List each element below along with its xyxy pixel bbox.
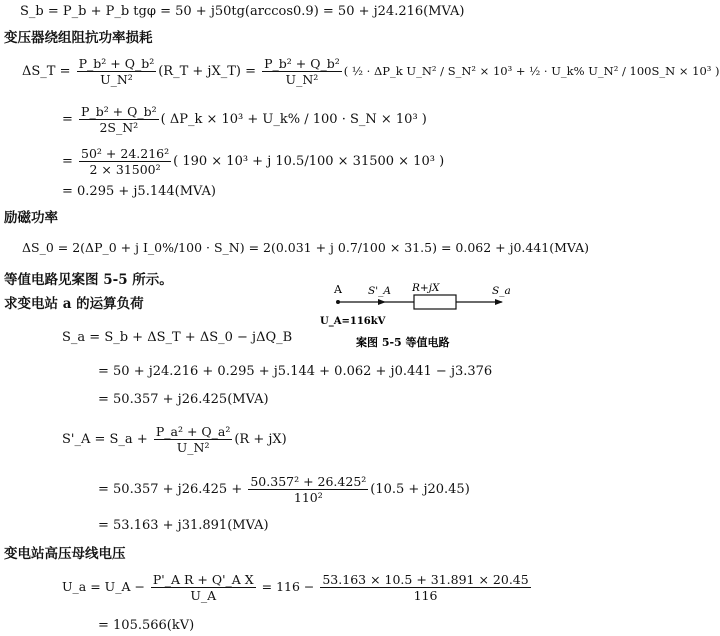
spa-rest: (R + jX): [234, 432, 287, 447]
equation-spa-2: [98, 474, 470, 505]
line-sb: S_b = P_b + P_b tgφ = 50 + j50tg(arccos0.9) = 50 + j24.216(MVA): [20, 4, 465, 19]
heading-winding-loss: 变压器绕组阻抗功率损耗: [4, 30, 153, 46]
heading-excitation-power: 励磁功率: [4, 210, 58, 226]
equation-spa-result: = 53.163 + j31.891(MVA): [98, 518, 269, 533]
dst-f2-den: U_N²: [285, 72, 319, 87]
dst2-rest: ( ΔP_k × 10³ + U_k% / 100 · S_N × 10³ ): [160, 112, 427, 127]
heading-bus-voltage: 变电站高压母线电压: [4, 546, 126, 562]
dst3-fraction: [79, 146, 171, 177]
ua-fraction-1: [151, 572, 256, 603]
spa2-den: 110²: [293, 490, 323, 505]
dst3-den: 2 × 31500²: [89, 162, 161, 177]
dst-f2-num: P_b² + Q_b²: [264, 56, 340, 71]
figure-caption: 案图 5-5 等值电路: [356, 336, 450, 349]
heading-equivalent-circuit: 等值电路见案图 5-5 所示。: [4, 272, 173, 288]
dst-fraction-2: [262, 56, 342, 87]
heading-operating-load: 求变电站 a 的运算负荷: [4, 296, 144, 312]
equation-sa-2: = 50 + j24.216 + 0.295 + j5.144 + 0.062 + j0.441 − j3.376: [98, 364, 493, 379]
flow-arrow-right: [495, 299, 503, 305]
ua-den: U_A: [190, 588, 217, 603]
node-a-label: A: [334, 283, 342, 296]
impedance-label: R+jX: [412, 282, 440, 294]
equation-spa: [62, 424, 287, 455]
node-a-dot: [336, 300, 340, 304]
ua-mid: = 116 −: [257, 579, 319, 594]
equivalent-circuit-figure: [316, 280, 511, 350]
equation-dst-result: = 0.295 + j5.144(MVA): [62, 184, 216, 199]
equation-dst-2: [62, 104, 427, 135]
impedance-box: [414, 295, 456, 309]
dst-lhs: ΔS_T =: [22, 64, 75, 79]
equation-ua: [62, 572, 533, 603]
end-label: S_a: [492, 285, 511, 297]
equation-sa-3: = 50.357 + j26.425(MVA): [98, 392, 269, 407]
ua-lhs: U_a = U_A −: [62, 579, 149, 594]
dst-f1-den: U_N²: [100, 72, 133, 87]
ua-num: P'_A R + Q'_A X: [152, 572, 254, 587]
ua-den2: 116: [413, 588, 438, 603]
equation-dst-3: [62, 146, 444, 177]
ua-num2: 53.163 × 10.5 + 31.891 × 20.45: [322, 572, 529, 587]
dst3-rest: ( 190 × 10³ + j 10.5/100 × 31500 × 10³ ): [173, 154, 445, 169]
spa-lhs: S'_A = S_a +: [62, 432, 152, 447]
spa2-rest: (10.5 + j20.45): [370, 482, 470, 497]
dst2-den: 2S_N²: [99, 120, 139, 135]
dst-fraction-1: [77, 56, 157, 87]
dst2-eq: =: [62, 112, 78, 127]
voltage-label: U_A=116kV: [320, 316, 386, 327]
spa-den: U_N²: [176, 440, 210, 455]
dst-mid: (R_T + jX_T) =: [158, 64, 261, 79]
dst3-num: 50² + 24.216²: [81, 146, 170, 161]
dst3-eq: =: [62, 154, 78, 169]
spa2-lhs: = 50.357 + j26.425 +: [98, 482, 247, 497]
flow-label: S'_A: [368, 285, 391, 297]
spa2-num: 50.357² + 26.425²: [250, 474, 367, 489]
flow-arrow-left: [378, 299, 386, 305]
dst-bracket: ( ½ · ΔP_k U_N² / S_N² × 10³ + ½ · U_k% U_N² / 100S_N × 10³ ): [343, 64, 720, 78]
ua-fraction-2: [320, 572, 530, 603]
dst2-num: P_b² + Q_b²: [81, 104, 157, 119]
equation-ds0: ΔS_0 = 2(ΔP_0 + j I_0%/100 · S_N) = 2(0.031 + j 0.7/100 × 31.5) = 0.062 + j0.441(MVA): [22, 240, 590, 255]
dst-f1-num: P_b² + Q_b²: [78, 56, 155, 71]
equation-sa: S_a = S_b + ΔS_T + ΔS_0 − jΔQ_B: [62, 330, 293, 345]
dst2-fraction: [79, 104, 159, 135]
spa-num: P_a² + Q_a²: [155, 424, 231, 439]
equation-dst: [22, 56, 720, 87]
spa2-fraction: [248, 474, 368, 505]
equation-ua-result: = 105.566(kV): [98, 618, 195, 633]
spa-fraction: [154, 424, 233, 455]
